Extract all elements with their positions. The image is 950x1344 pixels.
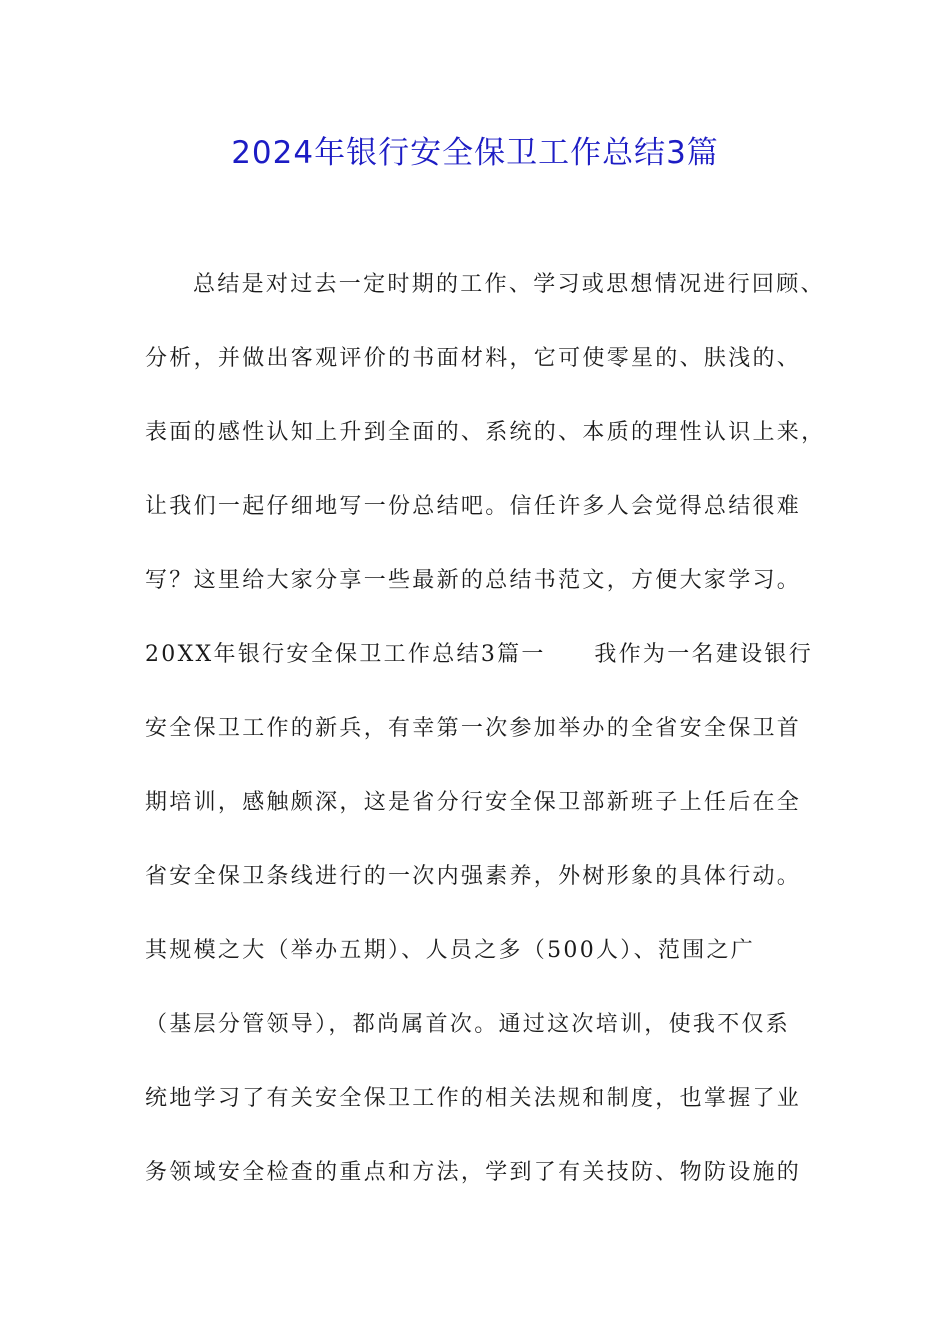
- document-title: 2024年银行安全保卫工作总结3篇: [231, 135, 719, 171]
- body-line: 表面的感性认知上升到全面的、系统的、本质的理性认识上来，: [145, 420, 826, 445]
- body-line: 安全保卫工作的新兵，有幸第一次参加举办的全省安全保卫首: [145, 716, 802, 741]
- body-line: 期培训，感触颇深，这是省分行安全保卫部新班子上任后在全: [145, 790, 802, 815]
- body-line: 分析，并做出客观评价的书面材料，它可使零星的、肤浅的、: [145, 346, 802, 371]
- body-line: 务领域安全检查的重点和方法，学到了有关技防、物防设施的: [145, 1160, 802, 1185]
- body-line: 让我们一起仔细地写一份总结吧。信任许多人会觉得总结很难: [145, 494, 802, 519]
- document-body: [145, 265, 825, 1227]
- body-line: 总结是对过去一定时期的工作、学习或思想情况进行回顾、: [193, 272, 825, 297]
- body-line: 省安全保卫条线进行的一次内强素养，外树形象的具体行动。: [145, 864, 802, 889]
- body-line: 写？这里给大家分享一些最新的总结书范文，方便大家学习。: [145, 568, 802, 593]
- body-line: 20XX年银行安全保卫工作总结3篇一 我作为一名建设银行: [145, 642, 814, 667]
- body-line: 其规模之大（举办五期）、人员之多（500人）、范围之广: [145, 938, 756, 963]
- body-line: （基层分管领导），都尚属首次。通过这次培训，使我不仅系: [145, 1012, 791, 1037]
- body-line: 统地学习了有关安全保卫工作的相关法规和制度，也掌握了业: [145, 1086, 802, 1111]
